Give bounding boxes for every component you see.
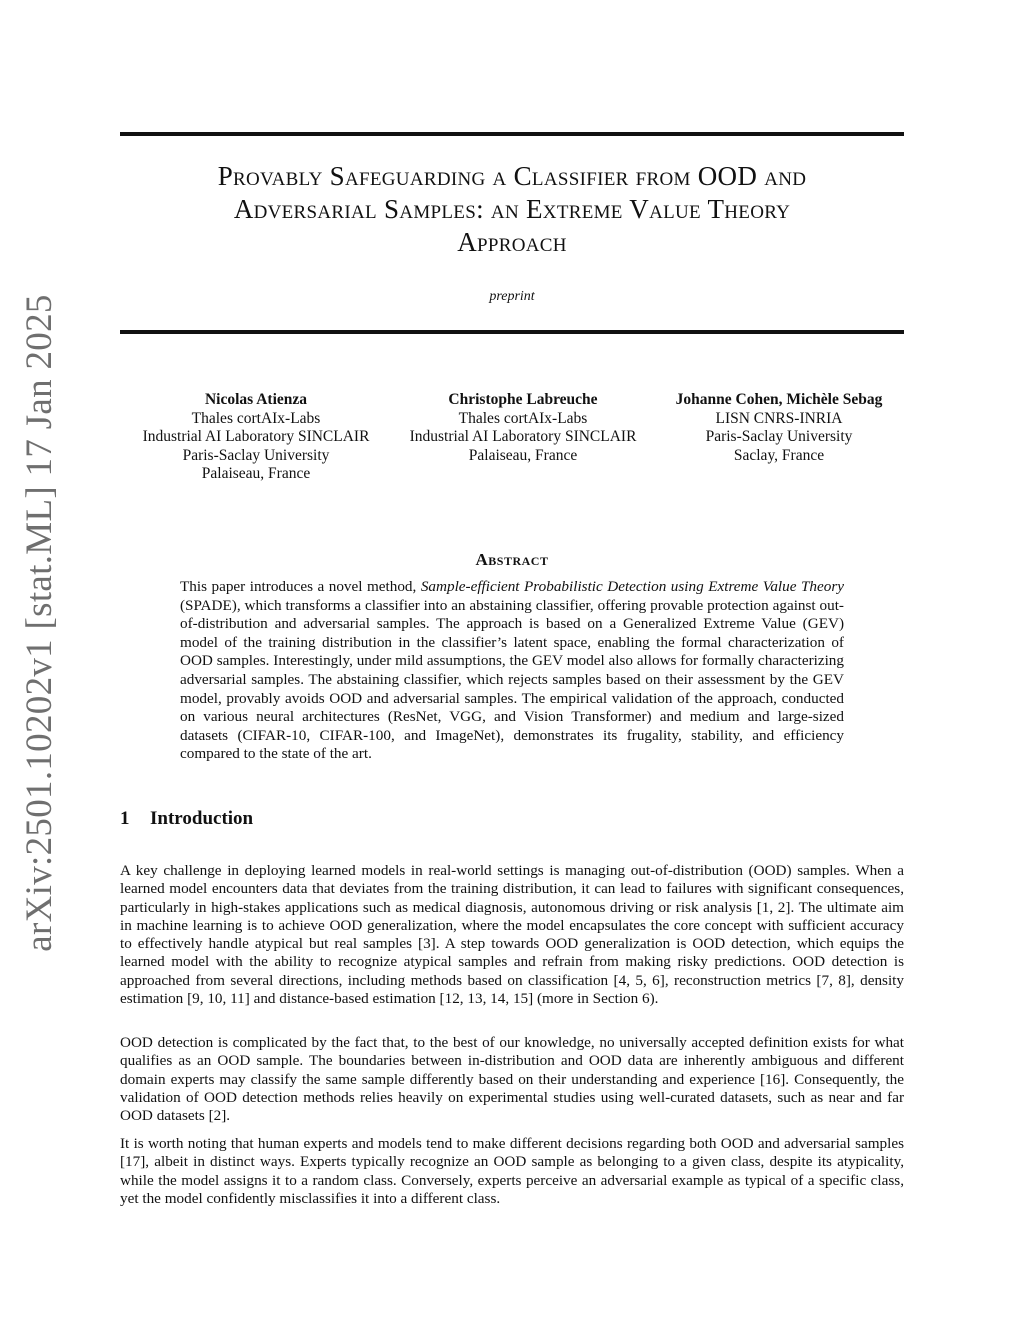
author-affiliation: Palaiseau, France xyxy=(468,446,578,464)
author-affiliation: Thales cortAIx-Labs xyxy=(191,409,321,427)
abstract-intro: This paper introduces a novel method, xyxy=(180,578,421,595)
section-heading xyxy=(120,808,253,830)
abstract-heading: Abstract xyxy=(475,550,549,569)
section-number: 1 xyxy=(120,808,130,829)
author-affiliation: Saclay, France xyxy=(733,446,825,464)
paper-title xyxy=(120,160,904,259)
body-paragraph: OOD detection is complicated by the fact that, to the best of our knowledge, no universally accepted definition exists for what qualifies as an OOD sample. The boundaries between in-distribution and OOD data are inherently ambiguous and different domain experts may classify the same sample differently based on their understanding and experience [16]. Consequently, the validation of OOD detection methods relies heavily on experimental studies using well-curated datasets, such as near and far OOD datasets [2]. xyxy=(120,1034,904,1125)
preprint-note: preprint xyxy=(489,289,535,304)
title-line-1: Provably Safeguarding a Classifier from OOD and xyxy=(217,161,807,191)
method-name: Sample-efficient Probabilistic Detection using Extreme Value Theory xyxy=(420,578,844,595)
section-title: Introduction xyxy=(150,808,254,829)
author-name: Nicolas Atienza xyxy=(204,391,308,408)
title-top-rule xyxy=(120,132,904,136)
author-affiliation: Palaiseau, France xyxy=(201,465,311,482)
author-affiliation: LISN CNRS-INRIA xyxy=(715,409,843,427)
body-paragraph: It is worth noting that human experts and models tend to make different decisions regarding both OOD and adversarial samples [17], albeit in distinct ways. Experts typically recognize an OOD sample as belonging to a given class, despite its atypicality, while the model assigns it to a random class. Conversely, experts perceive an adversarial example as typical of a specific class, yet the model confidently misclassifies it into a different class. xyxy=(120,1135,904,1207)
author-name: Christophe Labreuche xyxy=(448,391,598,408)
author-affiliation: Industrial AI Laboratory SINCLAIR xyxy=(409,428,637,445)
title-line-3: Approach xyxy=(457,227,567,257)
abstract-text xyxy=(180,578,844,764)
author-affiliation: Industrial AI Laboratory SINCLAIR xyxy=(142,428,370,445)
author-block xyxy=(392,391,654,465)
author-affiliation: Thales cortAIx-Labs xyxy=(458,409,588,427)
author-name: Johanne Cohen, Michèle Sebag xyxy=(675,391,883,408)
body-paragraph: A key challenge in deploying learned models in real-world settings is managing out-of-distribution (OOD) samples. When a learned model encounters data that deviates from the training distribution, it can lead to failures with significant consequences, particularly in high-stakes applications such as medical diagnosis, autonomous driving or risk analysis [1, 2]. The ultimate aim in machine learning is to achieve OOD generalization, where the model encapsulates the core concept with sufficient accuracy to effectively handle atypical but real samples [3]. A step towards OOD generalization is OOD detection, which equips the learned model with the ability to recognize atypical samples and refrain from making risky predictions. OOD detection is approached from several directions, including methods based on classification [4, 5, 6], reconstruction metrics [7, 8], density estimation [9, 10, 11] and distance-based estimation [12, 13, 14, 15] (more in Section 6). xyxy=(120,862,904,1008)
title-bottom-rule xyxy=(120,330,904,334)
author-block xyxy=(120,391,392,484)
abstract-body: (SPADE), which transforms a classifier into an abstaining classifier, offering provable protection against out-of-distribution and adversarial samples. The approach is based on a Generalized Extreme Value (GEV) model of the training distribution in the classifier’s latent space, enabling the formal characterization of OOD samples. Interestingly, under mild assumptions, the GEV model also allows for formally characterizing adversarial samples. The abstaining classifier, which rejects samples based on their assessment by the GEV model, provably avoids OOD and adversarial samples. The empirical validation of the approach, conducted on various neural architectures (ResNet, VGG, and Vision Transformer) and medium and large-sized datasets (CIFAR-10, CIFAR-100, and ImageNet), demonstrates its frugality, stability, and efficiency compared to the state of the art. xyxy=(180,596,844,763)
author-block xyxy=(654,391,904,465)
author-affiliation: Paris-Saclay University xyxy=(705,428,853,445)
author-affiliation: Paris-Saclay University xyxy=(182,446,330,464)
arxiv-side-stamp: arXiv:2501.10202v1 [stat.ML] 17 Jan 2025 xyxy=(19,294,60,952)
title-line-2: Adversarial Samples: an Extreme Value Theory xyxy=(233,194,791,224)
